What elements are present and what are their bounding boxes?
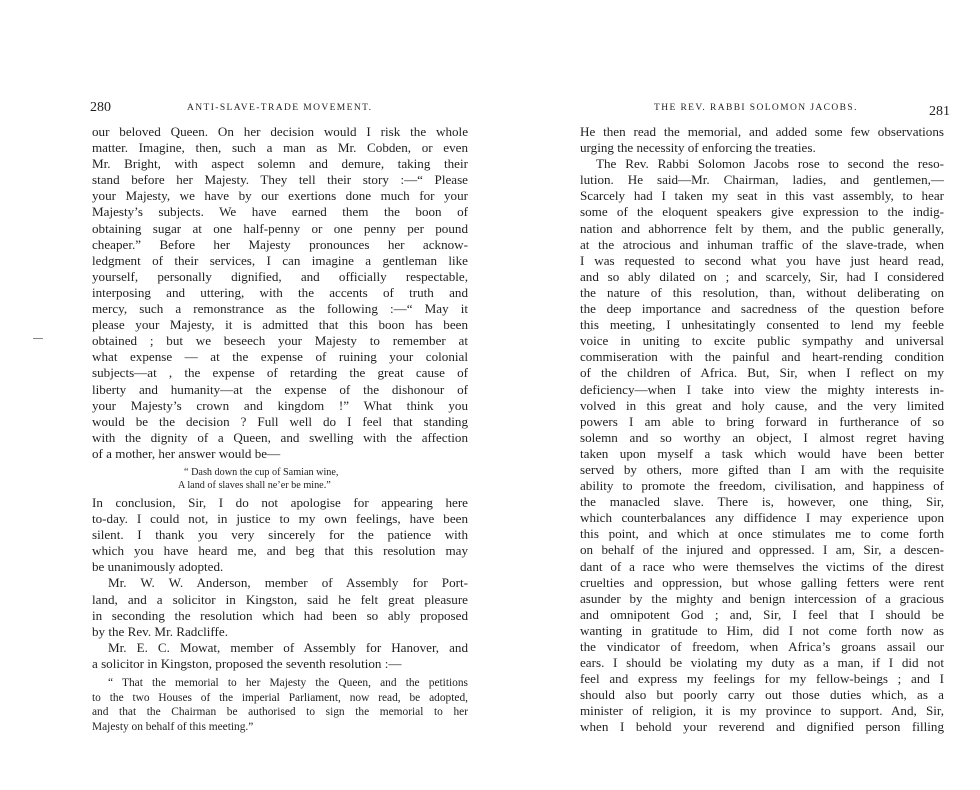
body-line: matter. Imagine, then, such a man as Mr. Cobden, or even: [92, 140, 468, 156]
body-line: solemn and so worthy an object, I almost regret having: [580, 429, 944, 445]
running-title-right: THE REV. RABBI SOLOMON JACOBS.: [654, 103, 858, 113]
running-title-left: ANTI-SLAVE-TRADE MOVEMENT.: [187, 103, 373, 113]
left-page-text: [92, 124, 468, 734]
body-line: some of the eloquent speakers give expression to the indig-: [580, 204, 944, 220]
body-line: which counterbalances any diffidence I may experience upon: [580, 510, 944, 526]
body-line: in seconding the resolution which had been so ably proposed: [92, 607, 468, 623]
body-line: the manacled slave. There is, however, one thing, Sir,: [580, 494, 944, 510]
body-line: what expense — at the expense of ruining your colonial: [92, 349, 468, 365]
body-line: powers I am able to bring forward in furtherance of so: [580, 413, 944, 429]
verse-line: A land of slaves shall ne’er be mine.”: [178, 479, 331, 491]
quote-line: and that the Chairman be authorised to sign the memorial to her: [92, 706, 468, 719]
body-line: should also but poorly carry out those duties which, as a: [580, 687, 944, 703]
body-line: be unanimously adopted.: [92, 559, 224, 575]
body-line: feel and express my feelings for my fellow-beings ; and I: [580, 671, 944, 687]
page-number-left: 280: [90, 100, 111, 115]
body-line: In conclusion, Sir, I do not apologise for appearing here: [92, 494, 468, 510]
body-line: silent. I thank you very sincerely for the patience with: [92, 527, 468, 543]
body-line: by the Rev. Mr. Radcliffe.: [92, 623, 229, 639]
body-line: at the atrocious and inhuman traffic of the slave-trade, when: [580, 236, 944, 252]
body-line: subjects—at , the expense of retarding the great cause of: [92, 365, 468, 381]
body-line: the nature of this resolution, than, without deliberating on: [580, 284, 944, 300]
body-line: of the children of Africa. But, Sir, when I reflect on my: [580, 365, 944, 381]
body-line: urging the necessity of enforcing the treaties.: [580, 140, 816, 156]
body-line: stand before her Majesty. They tell their story :—“ Please: [92, 172, 468, 188]
body-line: taken upon myself a task which would have been better: [580, 445, 944, 461]
page-number-right: 281: [929, 104, 950, 119]
body-line: Mr. E. C. Mowat, member of Assembly for Hanover, and: [108, 639, 468, 655]
body-line: minister of religion, it is my province to support. And, Sir,: [580, 703, 944, 719]
body-line: voice in uniting to excite public sympathy and universal: [580, 333, 944, 349]
body-line: the deep importance and sacredness of the question before: [580, 301, 944, 317]
body-line: mercy, such a remonstrance as the following :—“ May it: [92, 301, 468, 317]
body-line: He then read the memorial, and added some few observations: [580, 124, 944, 139]
body-line: I was requested to second what you have just heard read,: [580, 252, 944, 268]
body-line: ability to promote the freedom, civilisation, and happiness of: [580, 478, 944, 494]
body-line: nation and abhorrence felt by them, and the public generally,: [580, 220, 944, 236]
body-line: your Majesty, we have by our exertions done much for your: [92, 188, 468, 204]
body-line: ledgment of their services, I can imagine a gentleman like: [92, 252, 468, 268]
body-line: served by others, more gifted than I am with the requisite: [580, 461, 944, 477]
quote-line: “ That the memorial to her Majesty the Queen, and the petitions: [108, 677, 468, 689]
body-line: ears. I should be violating my duty as a man, if I did not: [580, 655, 944, 671]
body-line: asunder by the mighty and benign intercession of a gracious: [580, 590, 944, 606]
body-line: Majesty’s subjects. We have earned them the boon of: [92, 204, 468, 220]
right-page: [490, 0, 980, 790]
body-line: a solicitor in Kingston, proposed the seventh resolution :—: [92, 655, 402, 671]
body-line: volved in this great and holy cause, and the very limited: [580, 397, 944, 413]
body-line: your Majesty’s crown and kingdom !” What think you: [92, 397, 468, 413]
quote-line: to the two Houses of the imperial Parliament, now read, be adopted,: [92, 691, 468, 704]
body-line: deficiency—when I take into view the mighty interests in-: [580, 381, 944, 397]
resolution-quote: [92, 676, 468, 734]
body-line: Mr. Bright, with aspect solemn and demure, taking their: [92, 156, 468, 172]
body-line: The Rev. Rabbi Solomon Jacobs rose to second the reso-: [596, 156, 944, 172]
body-line: and so ably dilated on ; and scarcely, Sir, had I considered: [580, 268, 944, 284]
body-line: liberty and humanity—at the expense of the dishonour of: [92, 381, 468, 397]
body-line: on behalf of the injured and oppressed. I am, Sir, a descen-: [580, 542, 944, 558]
right-page-text: [580, 124, 944, 736]
body-line: of a mother, her answer would be—: [92, 445, 281, 461]
body-line: Scarcely had I taken my seat in this vast assembly, to hear: [580, 188, 944, 204]
body-line: which you have heard me, and beg that this resolution may: [92, 543, 468, 559]
body-line: cheaper.” Before her Majesty pronounces her acknow-: [92, 236, 468, 252]
quote-line: Majesty on behalf of this meeting.”: [92, 720, 254, 733]
body-line: this point, and which at once stimulates me to come forth: [580, 526, 944, 542]
verse-line: “ Dash down the cup of Samian wine,: [184, 466, 339, 478]
body-line: obtaining sugar at one half-penny or one penny per pound: [92, 220, 468, 236]
body-line: dant of a race who were themselves the victims of the direst: [580, 558, 944, 574]
body-line: our beloved Queen. On her decision would I risk the whole: [92, 124, 468, 139]
body-line: would be the decision ? Full well do I feel that standing: [92, 413, 468, 429]
body-line: the vindicator of freedom, when Africa’s groans assail our: [580, 639, 944, 654]
body-line: lution. He said—Mr. Chairman, ladies, and gentlemen,—: [580, 172, 944, 188]
body-line: Mr. W. W. Anderson, member of Assembly for Port-: [108, 575, 468, 591]
body-line: land, and a solicitor in Kingston, said he felt great pleasure: [92, 591, 468, 607]
body-line: cruelties and oppression, but whose galling fetters were rent: [580, 574, 944, 590]
body-line: interposing and uttering, with the accents of truth and: [92, 284, 468, 300]
body-line: and omnipotent God ; and, Sir, I feel that I should be: [580, 606, 944, 622]
body-line: with the dignity of a Queen, and swelling with the affection: [92, 429, 468, 445]
body-line: obtained ; but we beseech your Majesty to remember at: [92, 333, 468, 349]
body-line: commiseration with the painful and heart-rending condition: [580, 349, 944, 365]
body-line: please your Majesty, it is admitted that this boon has been: [92, 317, 468, 333]
body-line: when I behold your reverend and dignified person filling: [580, 719, 944, 735]
body-line: this meeting, I unhesitatingly consented to lend my feeble: [580, 317, 944, 333]
body-line: yourself, personally dignified, and officially respectable,: [92, 268, 468, 284]
body-line: to-day. I could not, in justice to my own feelings, have been: [92, 511, 468, 527]
body-line: wanting in gratitude to Him, did I not come forth now as: [580, 622, 944, 638]
margin-mark: [33, 338, 43, 339]
